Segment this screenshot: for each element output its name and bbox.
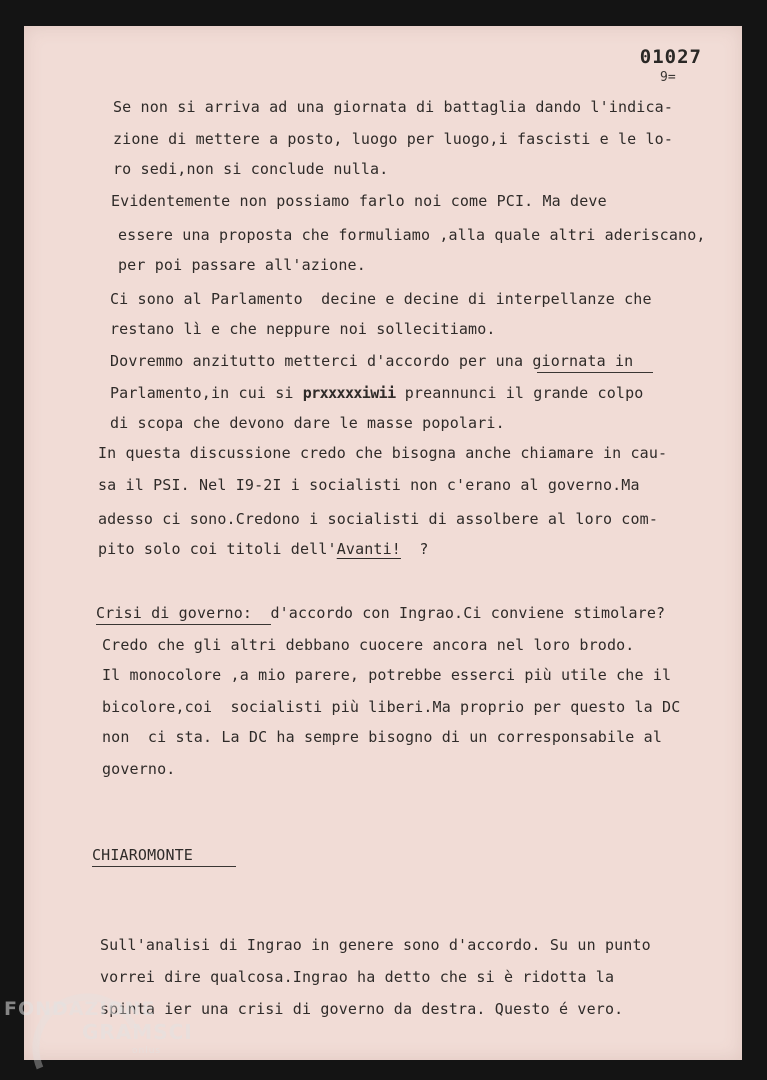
text-segment: pito solo coi titoli dell' [98,540,337,558]
text-line: Ci sono al Parlamento decine e decine di interpellanze che [110,290,652,308]
text-line: per poi passare all'azione. [118,256,366,274]
text-line: governo. [102,760,176,778]
text-line: zione di mettere a posto, luogo per luogo,i fascisti e le lo- [113,130,674,148]
text-line: Credo che gli altri debbano cuocere ancora nel loro brodo. [102,636,635,654]
underline-mark [537,372,653,373]
text-segment: Parlamento,in cui si [110,384,303,402]
text-line: sa il PSI. Nel I9-2I i socialisti non c'erano al governo.Ma [98,476,640,494]
underline-mark [92,866,236,867]
text-line: essere una proposta che formuliamo ,alla quale altri aderiscano, [118,226,706,244]
watermark-line-2: GRAMSCI [82,1020,193,1044]
text-line: Se non si arriva ad una giornata di battaglia dando l'indica- [113,98,674,116]
text-line: In questa discussione credo che bisogna anche chiamare in cau- [98,444,668,462]
text-segment: Dovremmo anzitutto metterci d'accordo per una [110,352,533,370]
section-heading: Crisi di governo: [96,604,253,622]
text-line: restano lì e che neppure noi sollecitiamo. [110,320,496,338]
text-segment: ? [400,540,429,558]
document-page [24,26,742,1060]
text-line [110,384,643,402]
watermark-line-3: onlus [132,1046,162,1056]
text-line: Sull'analisi di Ingrao in genere sono d'accordo. Su un punto [100,936,651,954]
document-number: 01027 [639,46,702,68]
text-line: spinta ier una crisi di governo da destra. Questo é vero. [100,1000,624,1018]
watermark-line-1: FONDAZIONE [4,998,156,1020]
speaker-heading: CHIAROMONTE [92,846,193,864]
text-line: adesso ci sono.Credono i socialisti di assolbere al loro com- [98,510,659,528]
newspaper-title: Avanti! [336,540,401,558]
text-line: vorrei dire qualcosa.Ingrao ha detto che si è ridotta la [100,968,615,986]
text-line: Evidentemente non possiamo farlo noi come PCI. Ma deve [111,192,607,210]
text-line [96,604,665,622]
page-number: 9= [660,70,676,85]
text-segment: preannunci il grande colpo [395,384,644,402]
struck-word: prxxxxxiwii [302,384,396,402]
text-line: di scopa che devono dare le masse popolari. [110,414,505,432]
text-line [110,352,633,370]
text-line: non ci sta. La DC ha sempre bisogno di un corresponsabile al [102,728,663,746]
text-line [98,540,429,558]
text-segment: d'accordo con Ingrao.Ci conviene stimolare? [252,604,666,622]
text-line: bicolore,coi socialisti più liberi.Ma proprio per questo la DC [102,698,681,716]
text-line: Il monocolore ,a mio parere, potrebbe esserci più utile che il [102,666,672,684]
text-line: ro sedi,non si conclude nulla. [113,160,389,178]
underlined-phrase: giornata in [532,352,634,370]
underline-mark [96,624,271,625]
